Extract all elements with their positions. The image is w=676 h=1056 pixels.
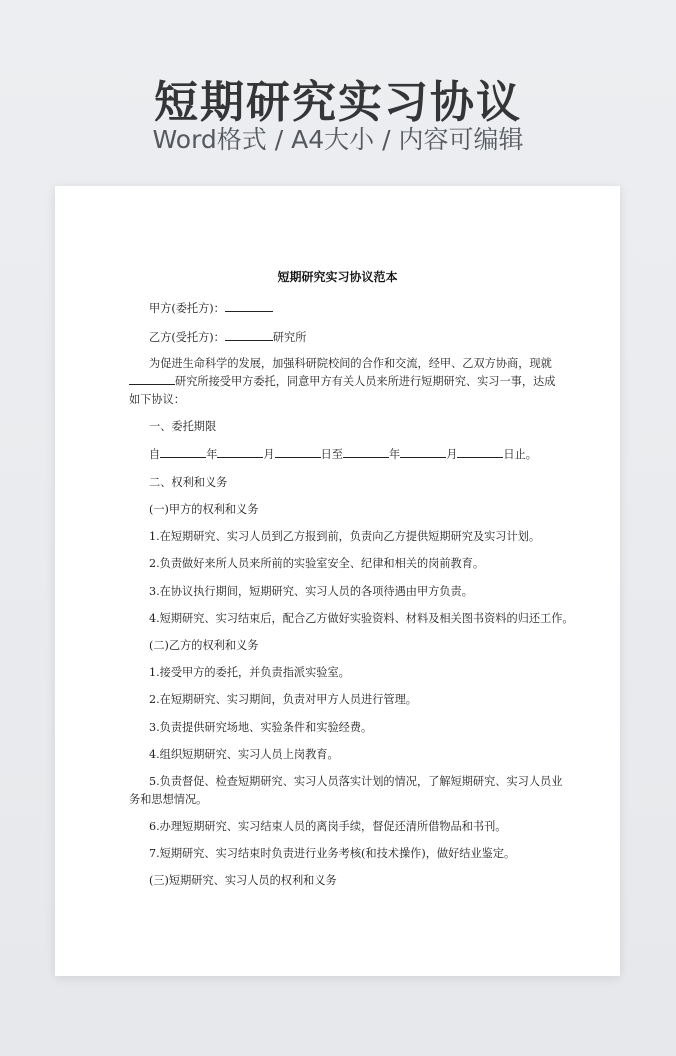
blank-year-2 bbox=[343, 447, 389, 458]
list-item: 3.负责提供研究场地、实验条件和实验经费。 bbox=[149, 721, 373, 734]
party-a-blank bbox=[225, 301, 273, 312]
party-b-line bbox=[149, 329, 306, 345]
party-b-suffix: 研究所 bbox=[272, 331, 307, 344]
sub-heading-b: (二)乙方的权利和义务 bbox=[149, 639, 259, 652]
period-month-2: 月 bbox=[446, 448, 458, 461]
list-item: 3.在协议执行期间，短期研究、实习人员的各项待遇由甲方负责。 bbox=[149, 585, 473, 598]
period-day-to: 日至 bbox=[320, 448, 343, 461]
intro-line-3: 如下协议： bbox=[129, 393, 185, 406]
period-from: 自 bbox=[149, 448, 161, 461]
period-year-2: 年 bbox=[389, 448, 401, 461]
blank-day-1 bbox=[275, 447, 321, 458]
intro-line-2 bbox=[129, 373, 555, 389]
intro-line-1: 为促进生命科学的发展，加强科研院校间的合作和交流，经甲、乙双方协商，现就 bbox=[149, 357, 552, 370]
blank-month-1 bbox=[217, 447, 263, 458]
list-item-continued: 务和思想情况。 bbox=[129, 793, 208, 806]
period-year-1: 年 bbox=[206, 448, 218, 461]
list-item: 1.接受甲方的委托，并负责指派实验室。 bbox=[149, 666, 350, 679]
sub-heading-c: (三)短期研究、实习人员的权利和义务 bbox=[149, 874, 337, 887]
party-b-label: 乙方(受托方)： bbox=[149, 331, 225, 344]
party-a-line bbox=[149, 300, 273, 316]
period-line bbox=[149, 446, 537, 462]
party-b-blank bbox=[225, 330, 273, 341]
party-a-label: 甲方(委托方)： bbox=[149, 302, 225, 315]
list-item: 2.在短期研究、实习期间，负责对甲方人员进行管理。 bbox=[149, 693, 417, 706]
section-2-heading: 二、权利和义务 bbox=[149, 476, 228, 489]
sub-heading-a: (一)甲方的权利和义务 bbox=[149, 503, 259, 516]
section-1-heading: 一、委托期限 bbox=[149, 420, 217, 433]
document-title: 短期研究实习协议范本 bbox=[277, 270, 398, 284]
institute-blank bbox=[129, 374, 175, 385]
list-item: 4.短期研究、实习结束后，配合乙方做好实验资料、材料及相关图书资料的归还工作。 bbox=[149, 612, 574, 625]
blank-day-2 bbox=[457, 447, 503, 458]
list-item: 2.负责做好来所人员来所前的实验室安全、纪律和相关的岗前教育。 bbox=[149, 557, 485, 570]
list-item: 1.在短期研究、实习人员到乙方报到前，负责向乙方提供短期研究及实习计划。 bbox=[149, 530, 541, 543]
period-month-1: 月 bbox=[263, 448, 275, 461]
blank-month-2 bbox=[400, 447, 446, 458]
list-item: 7.短期研究、实习结束时负责进行业务考核(和技术操作)，做好结业鉴定。 bbox=[149, 847, 516, 860]
list-item: 4.组织短期研究、实习人员上岗教育。 bbox=[149, 748, 339, 761]
promo-subtitle: Word格式 / A4大小 / 内容可编辑 bbox=[152, 125, 524, 154]
intro-text-2: 研究所接受甲方委托，同意甲方有关人员来所进行短期研究、实习一事，达成 bbox=[175, 375, 556, 388]
document-page bbox=[55, 186, 620, 976]
period-until: 日止。 bbox=[503, 448, 537, 461]
promo-title: 短期研究实习协议 bbox=[154, 77, 522, 128]
list-item: 6.办理短期研究、实习结束人员的离岗手续，督促还清所借物品和书刊。 bbox=[149, 820, 507, 833]
blank-year-1 bbox=[160, 447, 206, 458]
list-item: 5.负责督促、检查短期研究、实习人员落实计划的情况，了解短期研究、实习人员业 bbox=[149, 775, 563, 788]
